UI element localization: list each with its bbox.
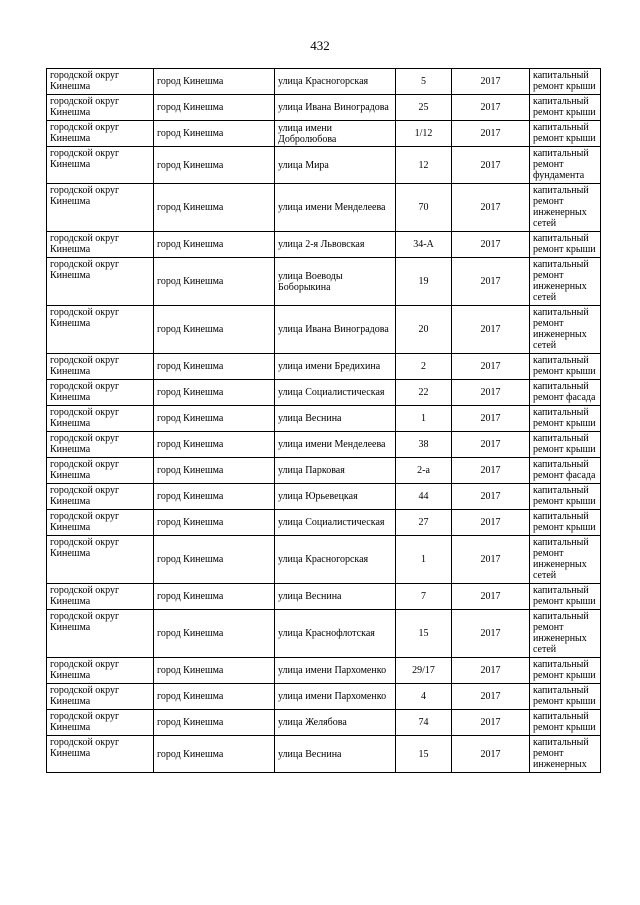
year-cell: 2017 bbox=[452, 484, 530, 510]
municipality-cell: городской округ Кинешма bbox=[47, 69, 154, 95]
year-cell: 2017 bbox=[452, 510, 530, 536]
table-row bbox=[47, 536, 601, 584]
work-type-cell: капитальный ремонт крыши bbox=[530, 710, 601, 736]
street-cell: улица имени Бредихина bbox=[275, 354, 396, 380]
street-cell: улица Ивана Виноградова bbox=[275, 95, 396, 121]
street-cell: улица имени Пархоменко bbox=[275, 684, 396, 710]
settlement-cell: город Кинешма bbox=[154, 736, 275, 773]
municipality-cell: городской округ Кинешма bbox=[47, 584, 154, 610]
municipality-cell: городской округ Кинешма bbox=[47, 406, 154, 432]
work-type-cell: капитальный ремонт крыши bbox=[530, 510, 601, 536]
table-row bbox=[47, 432, 601, 458]
work-type-cell: капитальный ремонт крыши bbox=[530, 484, 601, 510]
year-cell: 2017 bbox=[452, 95, 530, 121]
house-number-cell: 5 bbox=[396, 69, 452, 95]
table-row bbox=[47, 232, 601, 258]
work-type-cell: капитальный ремонт крыши bbox=[530, 584, 601, 610]
table-row bbox=[47, 584, 601, 610]
table-row bbox=[47, 354, 601, 380]
street-cell: улица Мира bbox=[275, 147, 396, 184]
house-number-cell: 74 bbox=[396, 710, 452, 736]
settlement-cell: город Кинешма bbox=[154, 69, 275, 95]
table-row bbox=[47, 510, 601, 536]
settlement-cell: город Кинешма bbox=[154, 232, 275, 258]
table-row bbox=[47, 69, 601, 95]
settlement-cell: город Кинешма bbox=[154, 147, 275, 184]
year-cell: 2017 bbox=[452, 432, 530, 458]
table-row bbox=[47, 380, 601, 406]
year-cell: 2017 bbox=[452, 684, 530, 710]
municipality-cell: городской округ Кинешма bbox=[47, 147, 154, 184]
work-type-cell: капитальный ремонт фундамента bbox=[530, 147, 601, 184]
table-row bbox=[47, 658, 601, 684]
street-cell: улица Красногорская bbox=[275, 536, 396, 584]
year-cell: 2017 bbox=[452, 610, 530, 658]
table-row bbox=[47, 184, 601, 232]
street-cell: улица Ивана Виноградова bbox=[275, 306, 396, 354]
house-number-cell: 2-а bbox=[396, 458, 452, 484]
street-cell: улица имени Пархоменко bbox=[275, 658, 396, 684]
work-type-cell: капитальный ремонт инженерных сетей bbox=[530, 184, 601, 232]
table-row bbox=[47, 458, 601, 484]
settlement-cell: город Кинешма bbox=[154, 658, 275, 684]
house-number-cell: 1 bbox=[396, 536, 452, 584]
work-type-cell: капитальный ремонт крыши bbox=[530, 406, 601, 432]
work-type-cell: капитальный ремонт инженерных сетей bbox=[530, 306, 601, 354]
municipality-cell: городской округ Кинешма bbox=[47, 684, 154, 710]
street-cell: улица Веснина bbox=[275, 584, 396, 610]
street-cell: улица Социалистическая bbox=[275, 380, 396, 406]
municipality-cell: городской округ Кинешма bbox=[47, 380, 154, 406]
repair-schedule-table bbox=[46, 68, 601, 773]
settlement-cell: город Кинешма bbox=[154, 258, 275, 306]
street-cell: улица Социалистическая bbox=[275, 510, 396, 536]
work-type-cell: капитальный ремонт крыши bbox=[530, 658, 601, 684]
house-number-cell: 27 bbox=[396, 510, 452, 536]
work-type-cell: капитальный ремонт крыши bbox=[530, 354, 601, 380]
house-number-cell: 15 bbox=[396, 610, 452, 658]
settlement-cell: город Кинешма bbox=[154, 95, 275, 121]
house-number-cell: 25 bbox=[396, 95, 452, 121]
settlement-cell: город Кинешма bbox=[154, 610, 275, 658]
street-cell: улица имени Добролюбова bbox=[275, 121, 396, 147]
street-cell: улица Красногорская bbox=[275, 69, 396, 95]
work-type-cell: капитальный ремонт крыши bbox=[530, 95, 601, 121]
settlement-cell: город Кинешма bbox=[154, 432, 275, 458]
settlement-cell: город Кинешма bbox=[154, 306, 275, 354]
municipality-cell: городской округ Кинешма bbox=[47, 458, 154, 484]
table-body bbox=[47, 69, 601, 773]
house-number-cell: 7 bbox=[396, 584, 452, 610]
house-number-cell: 44 bbox=[396, 484, 452, 510]
year-cell: 2017 bbox=[452, 658, 530, 684]
table-row bbox=[47, 684, 601, 710]
street-cell: улица имени Менделеева bbox=[275, 184, 396, 232]
street-cell: улица Краснофлотская bbox=[275, 610, 396, 658]
table-row bbox=[47, 610, 601, 658]
house-number-cell: 20 bbox=[396, 306, 452, 354]
table-row bbox=[47, 736, 601, 773]
table-row bbox=[47, 306, 601, 354]
house-number-cell: 29/17 bbox=[396, 658, 452, 684]
street-cell: улица 2-я Львовская bbox=[275, 232, 396, 258]
table-row bbox=[47, 484, 601, 510]
municipality-cell: городской округ Кинешма bbox=[47, 536, 154, 584]
municipality-cell: городской округ Кинешма bbox=[47, 258, 154, 306]
page-number: 432 bbox=[310, 38, 330, 53]
street-cell: улица Парковая bbox=[275, 458, 396, 484]
municipality-cell: городской округ Кинешма bbox=[47, 95, 154, 121]
settlement-cell: город Кинешма bbox=[154, 121, 275, 147]
work-type-cell: капитальный ремонт крыши bbox=[530, 432, 601, 458]
year-cell: 2017 bbox=[452, 121, 530, 147]
table-row bbox=[47, 95, 601, 121]
municipality-cell: городской округ Кинешма bbox=[47, 510, 154, 536]
municipality-cell: городской округ Кинешма bbox=[47, 736, 154, 773]
table-row bbox=[47, 147, 601, 184]
table-row bbox=[47, 121, 601, 147]
settlement-cell: город Кинешма bbox=[154, 684, 275, 710]
municipality-cell: городской округ Кинешма bbox=[47, 658, 154, 684]
work-type-cell: капитальный ремонт фасада bbox=[530, 380, 601, 406]
year-cell: 2017 bbox=[452, 536, 530, 584]
year-cell: 2017 bbox=[452, 406, 530, 432]
year-cell: 2017 bbox=[452, 306, 530, 354]
work-type-cell: капитальный ремонт инженерных сетей bbox=[530, 536, 601, 584]
settlement-cell: город Кинешма bbox=[154, 510, 275, 536]
year-cell: 2017 bbox=[452, 710, 530, 736]
work-type-cell: капитальный ремонт крыши bbox=[530, 232, 601, 258]
street-cell: улица Воеводы Боборыкина bbox=[275, 258, 396, 306]
table-row bbox=[47, 258, 601, 306]
municipality-cell: городской округ Кинешма bbox=[47, 484, 154, 510]
work-type-cell: капитальный ремонт крыши bbox=[530, 121, 601, 147]
municipality-cell: городской округ Кинешма bbox=[47, 121, 154, 147]
year-cell: 2017 bbox=[452, 184, 530, 232]
settlement-cell: город Кинешма bbox=[154, 184, 275, 232]
table-row bbox=[47, 406, 601, 432]
municipality-cell: городской округ Кинешма bbox=[47, 610, 154, 658]
settlement-cell: город Кинешма bbox=[154, 354, 275, 380]
municipality-cell: городской округ Кинешма bbox=[47, 306, 154, 354]
municipality-cell: городской округ Кинешма bbox=[47, 354, 154, 380]
settlement-cell: город Кинешма bbox=[154, 406, 275, 432]
year-cell: 2017 bbox=[452, 232, 530, 258]
work-type-cell: капитальный ремонт крыши bbox=[530, 69, 601, 95]
work-type-cell: капитальный ремонт инженерных сетей bbox=[530, 258, 601, 306]
house-number-cell: 1/12 bbox=[396, 121, 452, 147]
year-cell: 2017 bbox=[452, 147, 530, 184]
street-cell: улица имени Менделеева bbox=[275, 432, 396, 458]
year-cell: 2017 bbox=[452, 584, 530, 610]
year-cell: 2017 bbox=[452, 736, 530, 773]
settlement-cell: город Кинешма bbox=[154, 710, 275, 736]
settlement-cell: город Кинешма bbox=[154, 536, 275, 584]
year-cell: 2017 bbox=[452, 258, 530, 306]
municipality-cell: городской округ Кинешма bbox=[47, 232, 154, 258]
house-number-cell: 4 bbox=[396, 684, 452, 710]
street-cell: улица Юрьевецкая bbox=[275, 484, 396, 510]
year-cell: 2017 bbox=[452, 380, 530, 406]
house-number-cell: 22 bbox=[396, 380, 452, 406]
work-type-cell: капитальный ремонт фасада bbox=[530, 458, 601, 484]
street-cell: улица Веснина bbox=[275, 406, 396, 432]
work-type-cell: капитальный ремонт крыши bbox=[530, 684, 601, 710]
year-cell: 2017 bbox=[452, 69, 530, 95]
house-number-cell: 38 bbox=[396, 432, 452, 458]
year-cell: 2017 bbox=[452, 458, 530, 484]
municipality-cell: городской округ Кинешма bbox=[47, 184, 154, 232]
house-number-cell: 70 bbox=[396, 184, 452, 232]
house-number-cell: 2 bbox=[396, 354, 452, 380]
street-cell: улица Желябова bbox=[275, 710, 396, 736]
settlement-cell: город Кинешма bbox=[154, 484, 275, 510]
house-number-cell: 34-А bbox=[396, 232, 452, 258]
house-number-cell: 12 bbox=[396, 147, 452, 184]
settlement-cell: город Кинешма bbox=[154, 380, 275, 406]
street-cell: улица Веснина bbox=[275, 736, 396, 773]
settlement-cell: город Кинешма bbox=[154, 458, 275, 484]
house-number-cell: 19 bbox=[396, 258, 452, 306]
house-number-cell: 15 bbox=[396, 736, 452, 773]
house-number-cell: 1 bbox=[396, 406, 452, 432]
work-type-cell: капитальный ремонт инженерных сетей bbox=[530, 610, 601, 658]
settlement-cell: город Кинешма bbox=[154, 584, 275, 610]
municipality-cell: городской округ Кинешма bbox=[47, 432, 154, 458]
work-type-cell: капитальный ремонт инженерных bbox=[530, 736, 601, 773]
table-row bbox=[47, 710, 601, 736]
year-cell: 2017 bbox=[452, 354, 530, 380]
municipality-cell: городской округ Кинешма bbox=[47, 710, 154, 736]
